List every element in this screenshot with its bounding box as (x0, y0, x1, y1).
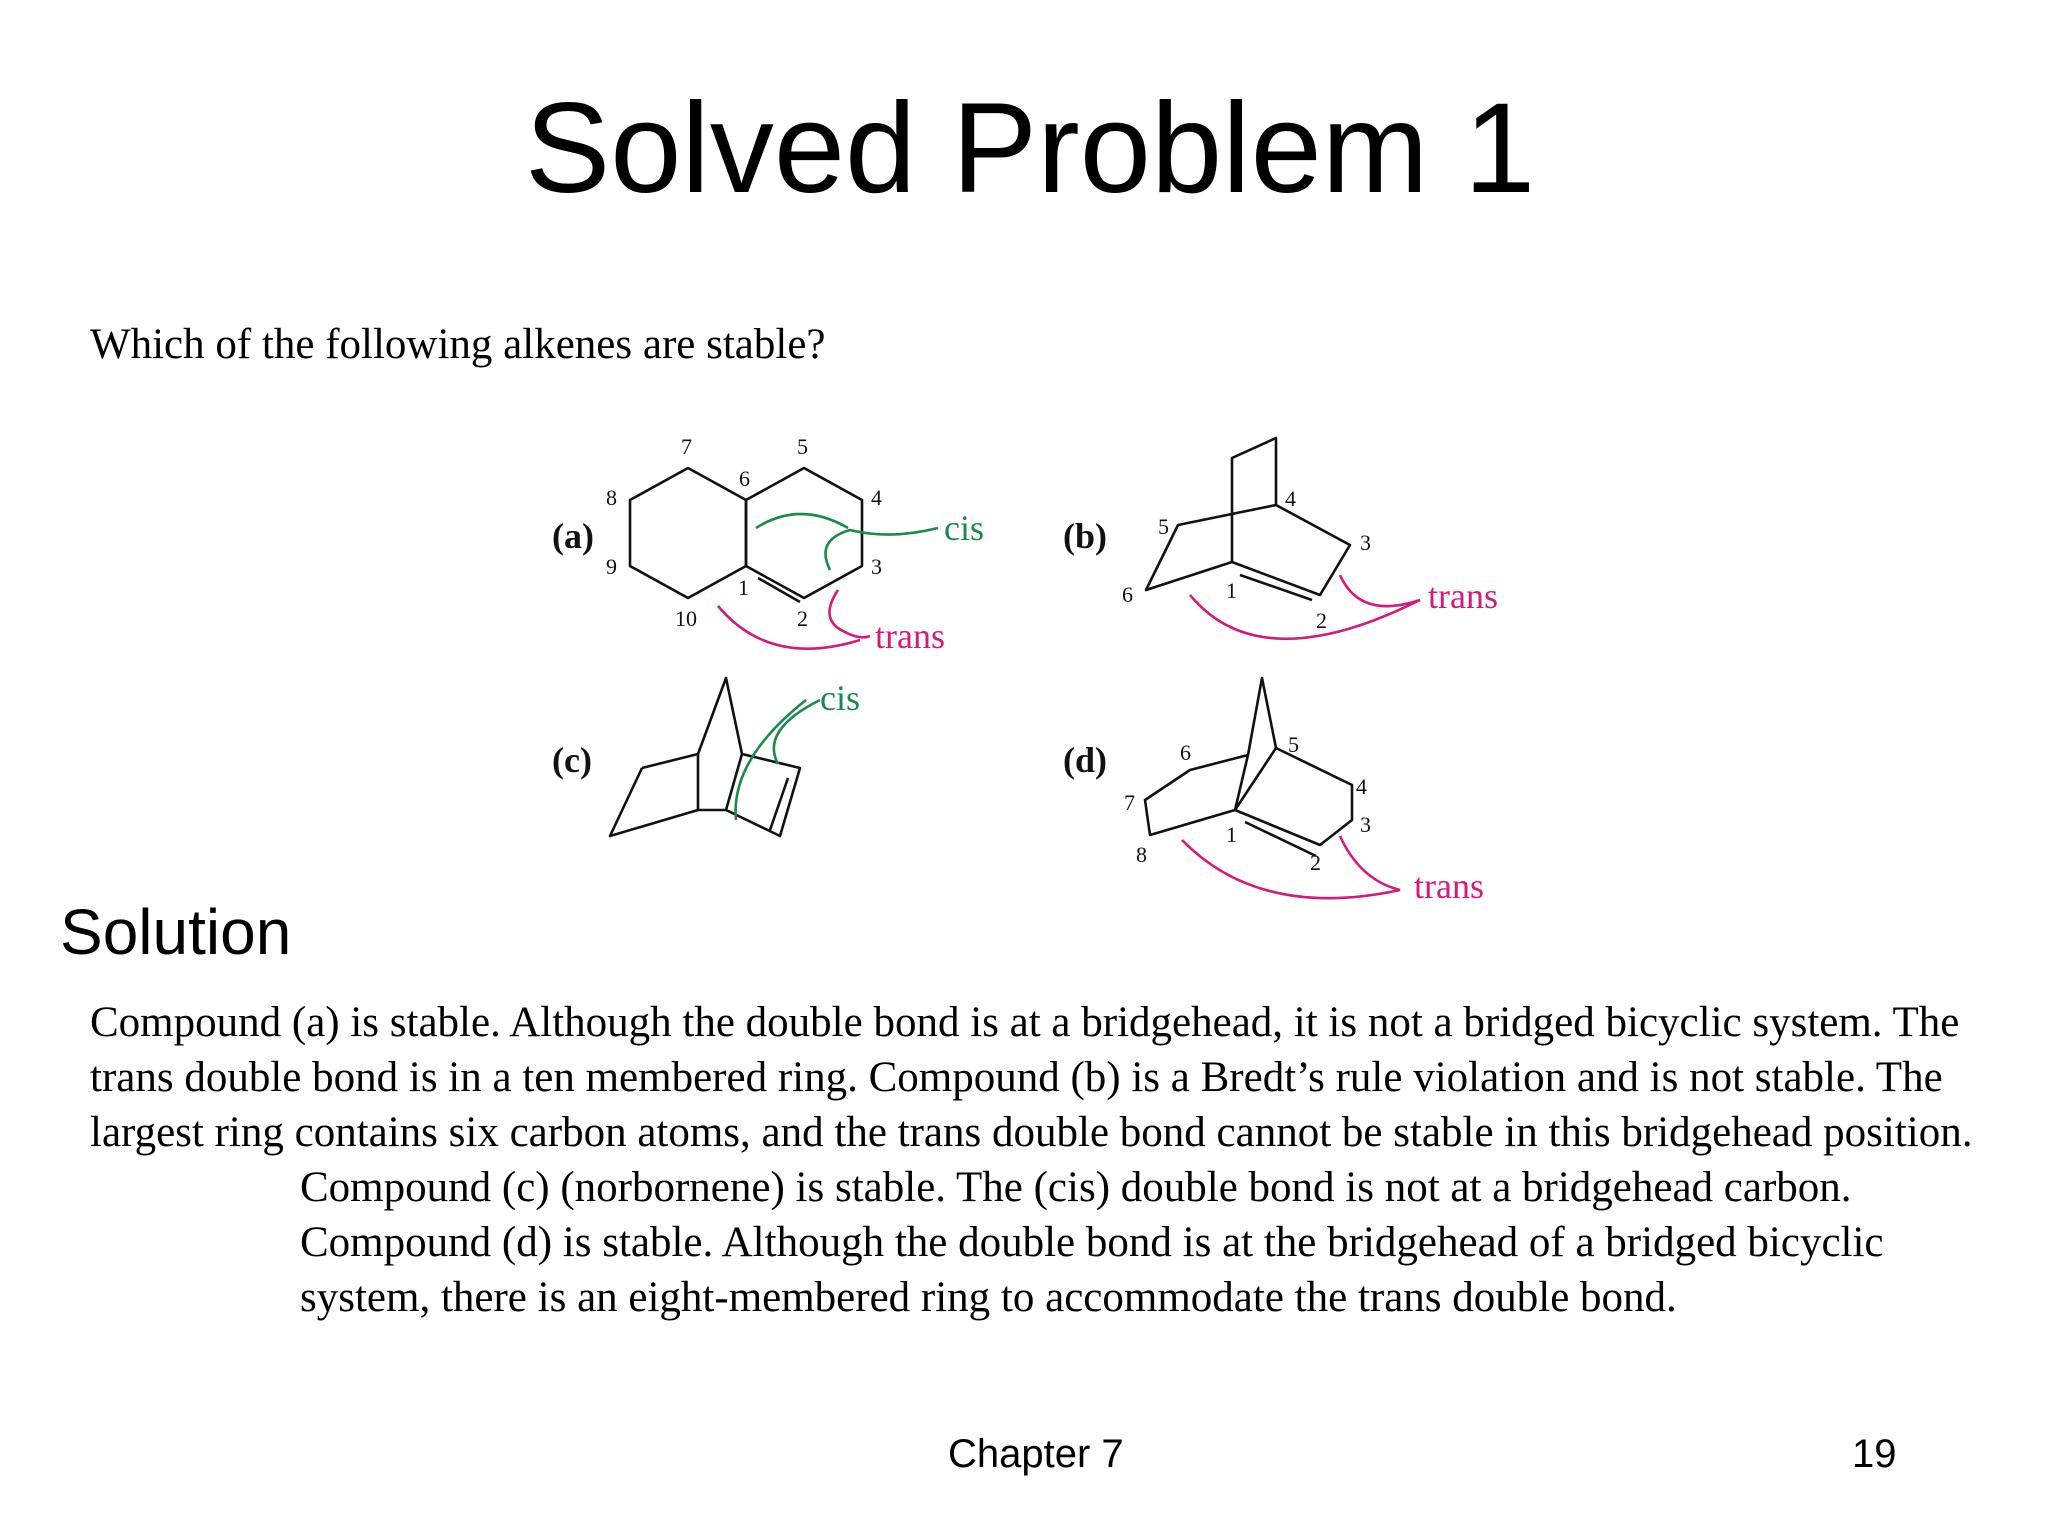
structure-b-label: (b) (1063, 516, 1107, 556)
structure-b (1063, 438, 1498, 639)
svg-text:5: 5 (1158, 514, 1169, 539)
trans-label-a: trans (875, 616, 945, 656)
trans-arrow-d1 (1182, 840, 1400, 898)
structure-c-label: (c) (552, 740, 592, 780)
structure-a-label: (a) (552, 516, 594, 556)
svg-text:4: 4 (1285, 486, 1296, 511)
structure-a (552, 434, 984, 656)
trans-label-d: trans (1414, 866, 1484, 906)
svg-text:1: 1 (1226, 822, 1237, 847)
trans-label-b: trans (1428, 576, 1498, 616)
cis-label-c: cis (820, 678, 860, 718)
svg-text:8: 8 (1136, 842, 1147, 867)
trans-arrow-b1 (1190, 595, 1420, 639)
svg-text:1: 1 (738, 575, 749, 600)
svg-text:1: 1 (1226, 578, 1237, 603)
solution-paragraph-1: Compound (a) is stable. Although the double bond is at a bridgehead, it is not a bridged bicyclic system. The trans double bond is in a ten membered ring. Compound (b) is a Bredt’s rule violation and is not stable. The largest ring contains six carbon atoms, and the trans double bond cannot be stable in this bridgehead position. (90, 999, 1973, 1156)
svg-text:5: 5 (1288, 732, 1299, 757)
structure-d (1063, 678, 1484, 906)
structure-c (552, 678, 860, 836)
svg-text:3: 3 (1360, 530, 1371, 555)
svg-text:3: 3 (871, 554, 882, 579)
svg-text:8: 8 (606, 485, 617, 510)
trans-arrow-a2 (829, 590, 870, 637)
svg-text:7: 7 (681, 434, 692, 459)
svg-text:9: 9 (606, 554, 617, 579)
cis-label-a: cis (944, 508, 984, 548)
svg-text:6: 6 (1180, 740, 1191, 765)
svg-text:10: 10 (675, 606, 697, 631)
svg-text:2: 2 (1310, 850, 1321, 875)
solution-paragraph-2: Compound (c) (norbornene) is stable. The (cis) double bond is not at a bridgehead carbon. Compound (d) is stable. Although the double bond is at the bridgehead of a bridged bicyclic system, there is an eight-membered ring to accommodate the trans double bond. (300, 1164, 1884, 1321)
svg-text:6: 6 (1122, 582, 1133, 607)
svg-text:3: 3 (1360, 812, 1371, 837)
page-number: 19 (1852, 1432, 1897, 1476)
svg-text:7: 7 (1124, 790, 1135, 815)
slide-title: Solved Problem 1 (524, 77, 1536, 220)
structure-d-label: (d) (1063, 740, 1107, 780)
trans-arrow-b2 (1340, 575, 1420, 606)
svg-text:6: 6 (739, 466, 750, 491)
svg-text:2: 2 (1316, 608, 1327, 633)
svg-text:5: 5 (797, 434, 808, 459)
trans-arrow-d2 (1340, 836, 1400, 890)
solution-body (90, 995, 1990, 1325)
svg-text:2: 2 (797, 606, 808, 631)
svg-text:4: 4 (871, 485, 882, 510)
footer-chapter: Chapter 7 (948, 1432, 1124, 1476)
svg-text:4: 4 (1356, 774, 1367, 799)
cis-arrow-c2 (774, 700, 820, 764)
question-text: Which of the following alkenes are stable? (90, 321, 826, 368)
solution-heading: Solution (60, 896, 292, 968)
cis-arrow-a1 (756, 514, 848, 528)
